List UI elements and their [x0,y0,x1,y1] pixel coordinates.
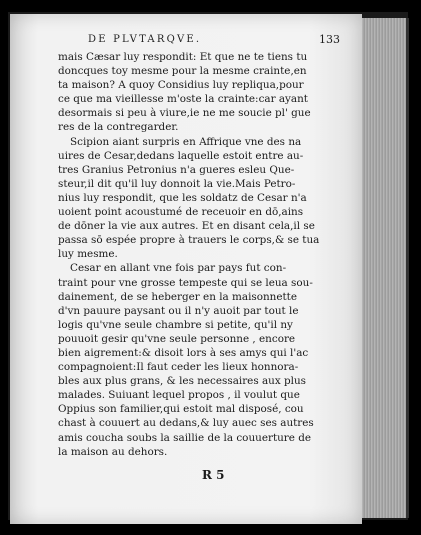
paragraph-3 [58,261,348,458]
text-line: pouuoit gesir qu'vne seule personne , encore [58,332,296,345]
text-line: bien aigrement:& disoit lors à ses amys qui l'ac [58,346,309,359]
text-line: desormais si peu à viure,ie ne me soucie pl' gue [58,107,311,120]
text-line: logis qu'vne seule chambre si petite, qu'il ny [58,318,293,331]
page-edges [362,18,409,518]
text-line: traint pour vne grosse tempeste qui se leua sou- [58,276,313,289]
text-line: doncques toy mesme pour la mesme crainte,en [58,65,307,78]
text-line: de dōner la vie aux autres. Et en disant cela,il se [58,220,315,233]
text-line: bles aux plus grans, & les necessaires aux plus [58,375,307,388]
text-line: nius luy respondit, que les soldatz de Cesar n'a [58,191,307,204]
signature-mark: R 5 [202,468,225,482]
text-line: steur,il dit qu'il luy donnoit la vie.Mais Petro- [58,177,296,190]
text-line: la maison au dehors. [58,445,168,458]
text-line: ta maison? A quoy Considius luy repliqua,pour [58,79,304,92]
text-line: tres Granius Petronius n'a gueres esleu Que- [58,163,295,176]
paragraph-1 [58,50,348,135]
text-line: mais Cæsar luy respondit: Et que ne te tiens tu [58,51,308,63]
text-line: amis coucha soubs la saillie de la couuerture de [58,431,312,444]
text-line: Oppius son familier,qui estoit mal disposé, cou [58,403,304,416]
text-line: res de la contregarder. [58,121,179,134]
page-number: 133 [319,33,340,46]
header-title: DE PLVTARQVE. [88,34,202,45]
running-header [88,34,348,45]
paragraph-2 [58,135,348,262]
text-line: luy mesme. [58,248,118,261]
text-line: chast à couuert au dedans,& luy auec ses autres [58,417,314,430]
body-text [58,50,348,459]
text-line: malades. Suiuant lequel propos , il voulut que [58,389,300,402]
text-line: Scipion aiant surpris en Affrique vne des na [70,135,302,148]
text-line: uoient point acoustumé de receuoir en dō,ains [58,206,304,219]
text-line: uires de Cesar,dedans laquelle estoit entre au- [58,149,304,162]
text-line: dainement, de se heberger en la maisonnette [58,290,298,303]
text-line: d'vn pauure paysant ou il n'y auoit par tout le [58,304,299,317]
text-line: ce que ma vieillesse m'oste la crainte:car ayant [58,93,308,106]
text-line: compagnoient:Il faut ceder les lieux honnora- [58,361,299,374]
text-line: Cesar en allant vne fois par pays fut con- [70,262,287,275]
text-line: passa sō espée propre à trauers le corps,& se tua [58,234,320,247]
